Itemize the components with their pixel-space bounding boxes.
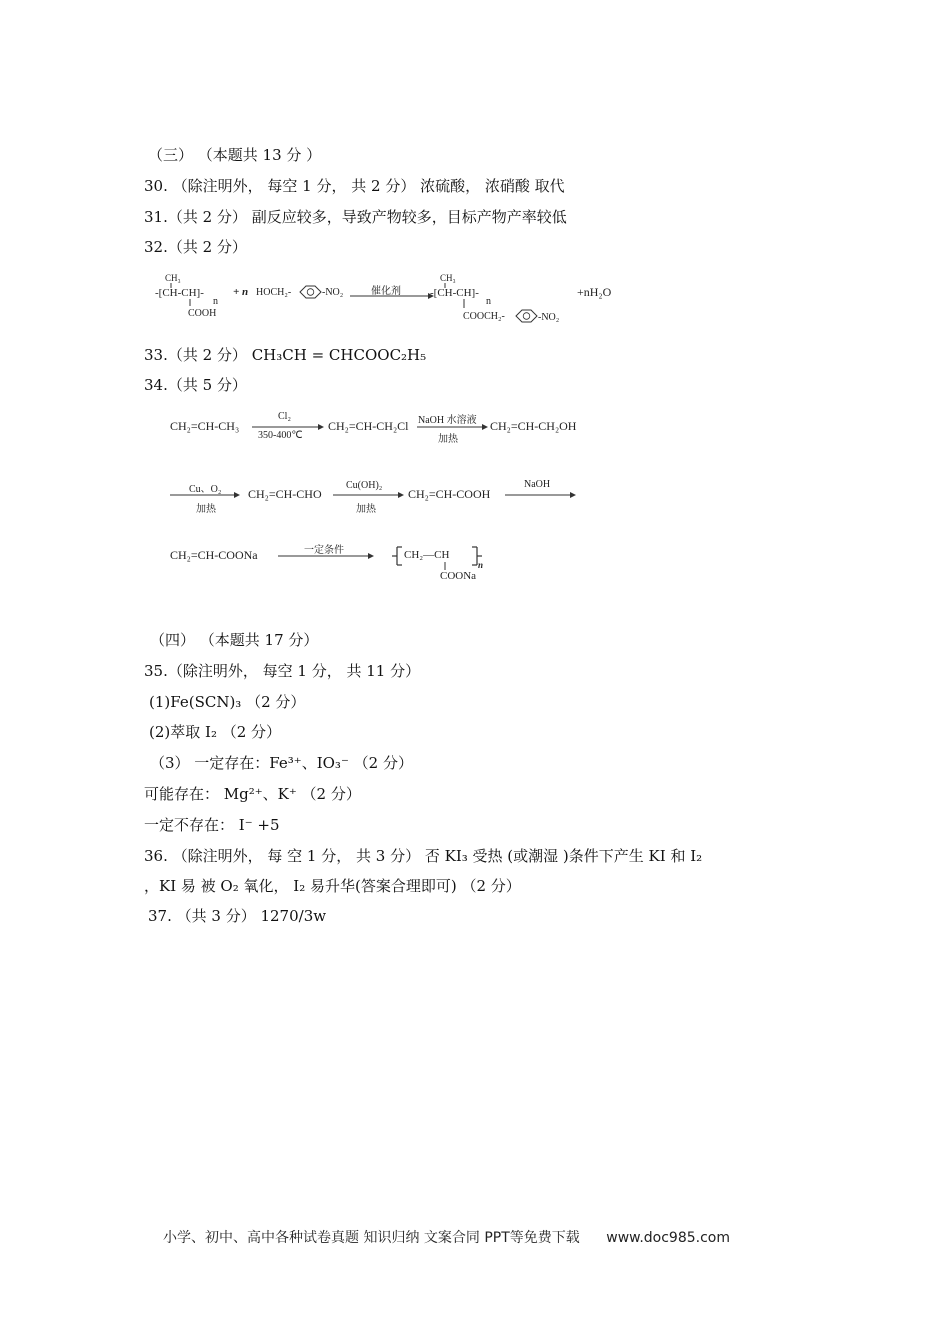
q34-arrow2-below: 加热	[438, 434, 458, 445]
q34-allyl-alcohol: CH₂=CH-CH₂OH	[490, 419, 577, 433]
q34-arrow2-above: NaOH 水溶液	[418, 415, 477, 426]
section-4-heading: （四） （本题共 17 分）	[150, 631, 319, 649]
section-3-heading: （三） （本题共 13 分 ）	[148, 146, 322, 164]
question-35-label: 35.（除注明外， 每空 1 分， 共 11 分）	[144, 662, 421, 680]
q34-acrolein: CH₂=CH-CHO	[248, 487, 322, 501]
q34-propene: CH₂=CH-CH₃	[170, 419, 240, 433]
q32-cooh: COOH	[188, 308, 217, 319]
q34-arrow4-below: 加热	[356, 504, 376, 515]
q34-allyl-chloride: CH₂=CH-CH₂Cl	[328, 419, 409, 433]
q34-arrow5-above: NaOH	[524, 479, 551, 490]
q32-ester: COOCH₂-	[463, 311, 505, 322]
question-35-part1: (1)Fe(SCN)₃ （2 分）	[149, 693, 306, 711]
q32-water: +nH₂O	[577, 285, 612, 299]
q32-n-right: n	[486, 296, 491, 307]
q34-arrow1-below: 350-400℃	[258, 430, 303, 441]
q32-catalyst: 催化剂	[371, 286, 401, 297]
q34-polymer-n: n	[478, 560, 484, 570]
q34-arrow4-above: Cu(OH)₂	[346, 480, 383, 491]
q34-arrow1-above: Cl₂	[278, 411, 291, 422]
q34-arrow3-below: 加热	[196, 504, 216, 515]
q32-chain-left: -[CH-CH]-	[155, 287, 204, 299]
q34-arrow6-above: 一定条件	[304, 545, 344, 556]
footer-url[interactable]: www.doc985.com	[606, 1230, 730, 1246]
question-33-answer: 33.（共 2 分） CH₃CH = CHCOOC₂H₅	[144, 346, 427, 364]
q34-arrow3-above: Cu、O₂	[189, 484, 222, 495]
q34-polymer-chain: CH₂—CH	[404, 549, 450, 561]
q32-plus-n: + n	[233, 286, 249, 298]
q32-ch3-left: CH₃	[165, 273, 181, 283]
question-34-label: 34.（共 5 分）	[144, 376, 247, 394]
question-36-line2: ，KI 易 被 O₂ 氧化， I₂ 易升华(答案合理即可) （2 分）	[144, 877, 521, 895]
question-35-part2: (2)萃取 I₂ （2 分）	[149, 723, 282, 741]
question-35-part3: （3） 一定存在：Fe³⁺、IO₃⁻ （2 分）	[150, 754, 413, 772]
q34-sodium-acrylate: CH₂=CH-COONa	[170, 548, 258, 562]
q32-n-left: n	[213, 296, 218, 307]
footer-text: 小学、初中、高中各种试卷真题 知识归纳 文案合同 PPT等免费下载	[163, 1230, 580, 1246]
question-31-answer: 31.（共 2 分） 副反应较多，导致产物较多，目标产物产率较低	[144, 208, 567, 226]
question-35-possible: 可能存在： Mg²⁺、K⁺ （2 分）	[144, 785, 361, 803]
q32-ch3-right: CH₃	[440, 273, 456, 283]
q32-reagent-left: HOCH₂-	[256, 287, 292, 298]
q32-ester-no2: -NO₂	[538, 312, 560, 323]
question-37-answer: 37. （共 3 分） 1270/3w	[148, 907, 327, 925]
q32-chain-right: -[CH-CH]-	[430, 287, 479, 299]
q34-polymer-substituent: COONa	[440, 570, 477, 582]
q32-reagent-no2: -NO₂	[322, 287, 344, 298]
question-35-absent: 一定不存在： I⁻ +5	[144, 816, 280, 834]
question-30-answer: 30. （除注明外， 每空 1 分， 共 2 分） 浓硫酸， 浓硝酸 取代	[144, 177, 565, 195]
question-36-line1: 36. （除注明外， 每 空 1 分， 共 3 分） 否 KI₃ 受热 (或潮湿 )条件下产生 KI 和 I₂	[144, 847, 703, 865]
page-footer	[163, 1227, 730, 1247]
q34-acrylic-acid: CH₂=CH-COOH	[408, 487, 491, 501]
question-32-label: 32.（共 2 分）	[144, 238, 247, 256]
